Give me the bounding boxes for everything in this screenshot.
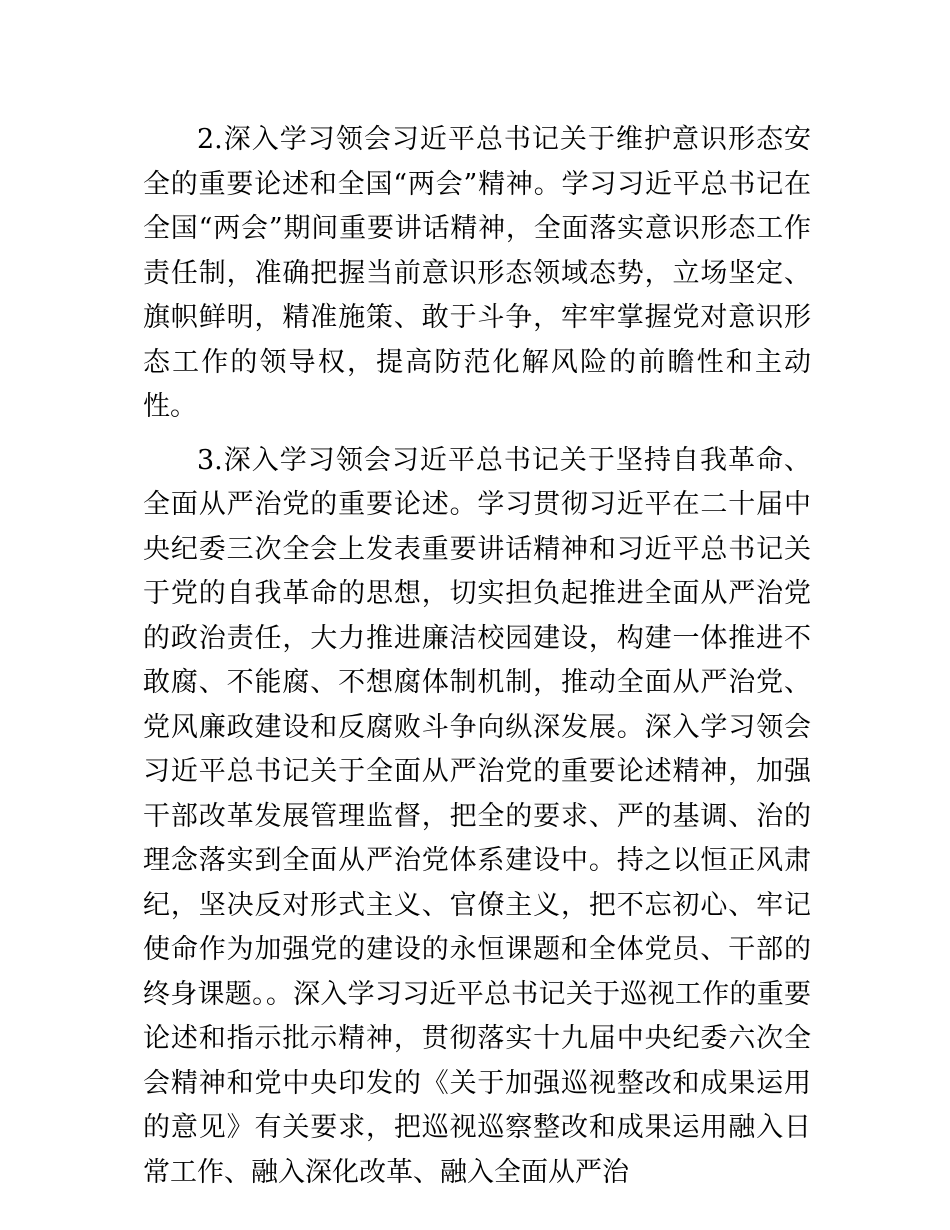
- document-body: [143, 118, 811, 1195]
- paragraph-item-3: 3.深入学习领会习近平总书记关于坚持自我革命、全面从严治党的重要论述。学习贯彻习近平在二十届中央纪委三次全会上发表重要讲话精神和习近平总书记关于党的自我革命的思想，切实担负起推进全面从严治党的政治责任，大力推进廉洁校园建设，构建一体推进不敢腐、不能腐、不想腐体制机制，推动全面从严治党、党风廉政建设和反腐败斗争向纵深发展。深入学习领会习近平总书记关于全面从严治党的重要论述精神，加强干部改革发展管理监督，把全的要求、严的基调、治的理念落实到全面从严治党体系建设中。持之以恒正风肃纪，坚决反对形式主义、官僚主义，把不忘初心、牢记使命作为加强党的建设的永恒课题和全体党员、干部的终身课题。。深入学习习近平总书记关于巡视工作的重要论述和指示批示精神，贯彻落实十九届中央纪委六次全会精神和党中央印发的《关于加强巡视整改和成果运用的意见》有关要求，把巡视巡察整改和成果运用融入日常工作、融入深化改革、融入全面从严治: [143, 444, 811, 1188]
- paragraph-item-2: 2.深入学习领会习近平总书记关于维护意识形态安全的重要论述和全国“两会”精神。学习习近平总书记在全国“两会”期间重要讲话精神，全面落实意识形态工作责任制，准确把握当前意识形态领域态势，立场坚定、旗帜鲜明，精准施策、敢于斗争，牢牢掌握党对意识形态工作的领导权，提高防范化解风险的前瞻性和主动性。: [143, 124, 811, 422]
